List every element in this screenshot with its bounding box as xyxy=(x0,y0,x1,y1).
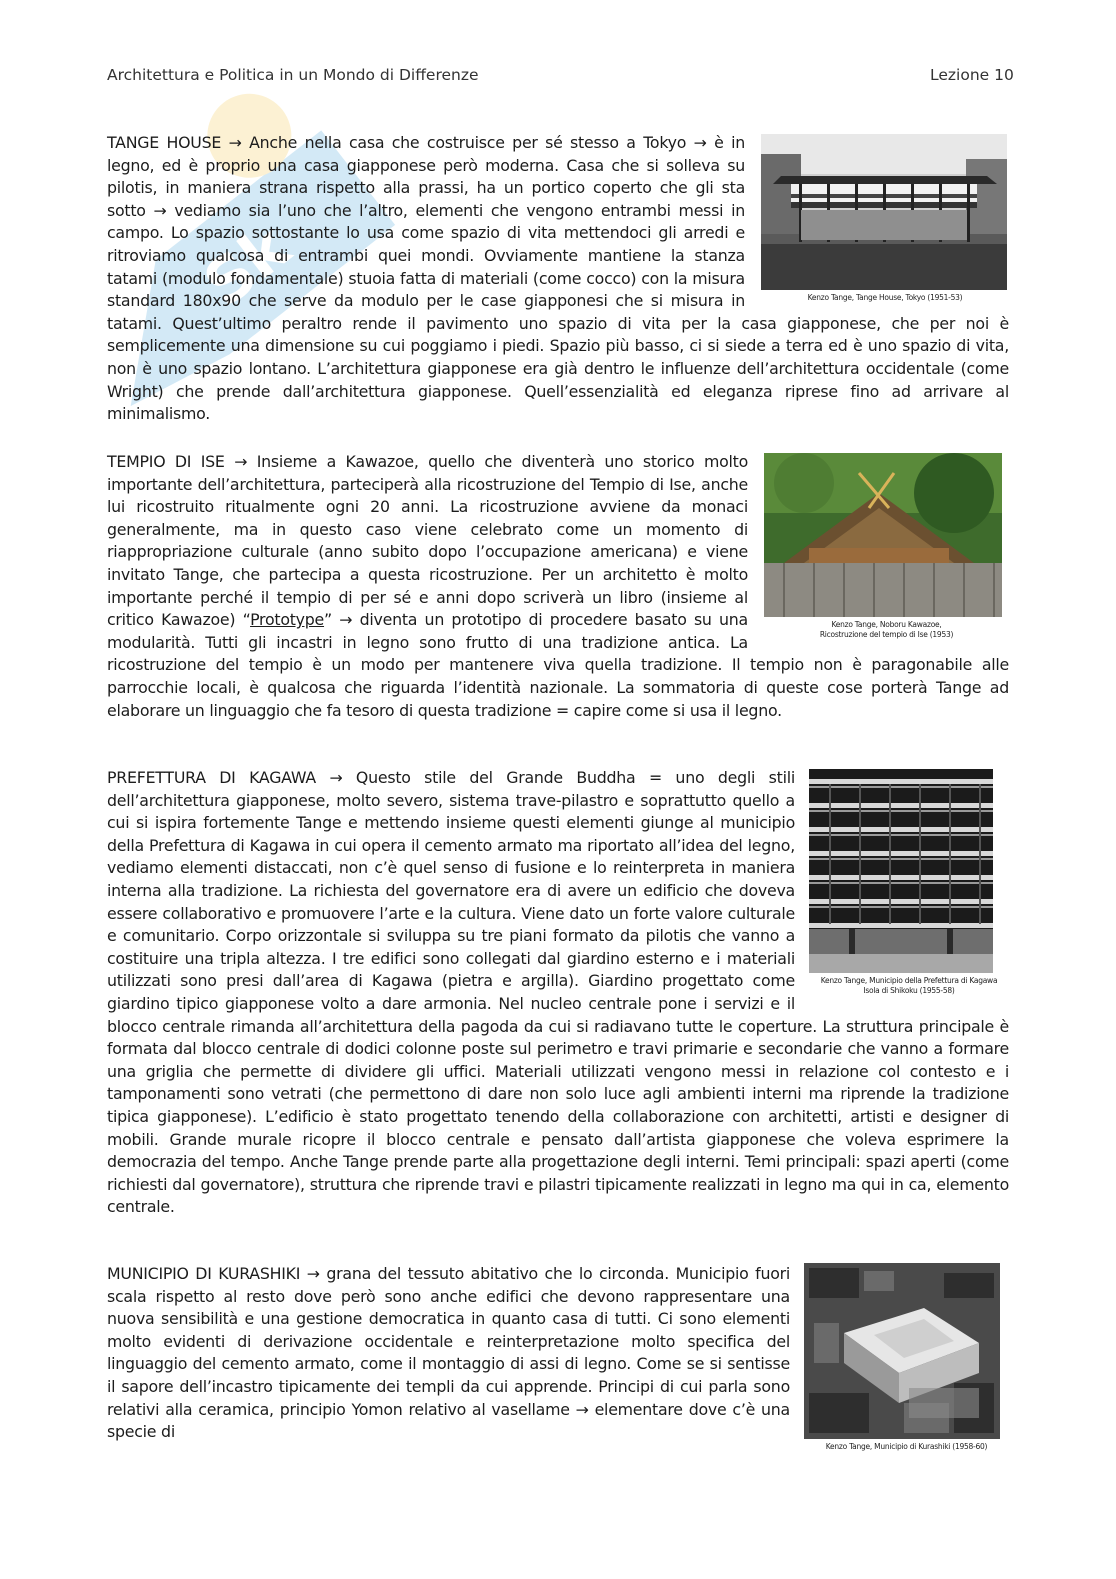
lesson-number: Lezione 10 xyxy=(930,66,1014,84)
heading-municipio-kurashiki: MUNICIPIO DI KURASHIKI xyxy=(107,1264,301,1283)
heading-tange-house: TANGE HOUSE xyxy=(107,133,222,152)
photo-tange-house xyxy=(761,134,1007,290)
arrow-icon: → xyxy=(306,1264,320,1283)
figure-tempio-ise xyxy=(764,453,1009,640)
caption-tange-house: Kenzo Tange, Tange House, Tokyo (1951-53) xyxy=(807,293,963,302)
caption-tempio-ise: Kenzo Tange, Noboru Kawazoe, Ricostruzione del tempio di Ise (1953) xyxy=(819,620,954,639)
figure-municipio-kurashiki xyxy=(804,1263,1009,1452)
arrow-icon: → xyxy=(234,452,248,471)
figure-tange-house xyxy=(761,134,1009,303)
heading-prefettura-kagawa: PREFETTURA DI KAGAWA xyxy=(107,768,316,787)
section-tempio-ise: Kenzo Tange, Noboru Kawazoe, Ricostruzione del tempio di Ise (1953) TEMPIO DI ISE → Insieme a Kawazoe, quello che diventerà uno storico molto importante dell’architettura, parteciperà alla ricostruzione del Tempio di Ise, anche lui ricostruito ritualmente ogni 20 anni. La ricostruzione avviene da monaci generalmente, ma in questo caso viene celebrato come un momento di riappropriazione culturale (anno subito dopo l’occupazione americana) e viene invitato Tange, che partecipa a questa ricostruzione. Per un architetto è molto importante perché il tempio di per sé e anni dopo scriverà un libro (insieme al critico Kawazoe) “Prototype” → diventa un prototipo di procedere basato su una modularità. Tutti gli incastri in legno sono frutto di una tradizione antica. La ricostruzione del tempio è un modo per mantenere viva quella tradizione. Il tempio non è paragonabile alle parrocchie locali, è qualcosa che riguarda l’identità nazionale. La sommatoria di queste cose porterà Tange ad elaborare un linguaggio che fa tesoro di questa tradizione = capire come si usa il legno. xyxy=(107,452,1009,720)
arrow-icon: → xyxy=(228,133,242,152)
caption-municipio-kurashiki: Kenzo Tange, Municipio di Kurashiki (1958-60) xyxy=(825,1442,988,1451)
photo-prefettura-kagawa xyxy=(809,769,993,973)
caption-prefettura-kagawa: Kenzo Tange, Municipio della Prefettura di Kagawa Isola di Shikoku (1955-58) xyxy=(820,976,998,995)
photo-tempio-ise xyxy=(764,453,1002,617)
section-municipio-kurashiki: Kenzo Tange, Municipio di Kurashiki (1958-60) MUNICIPIO DI KURASHIKI → grana del tessuto abitativo che lo circonda. Municipio fuori scala rispetto al resto dove però sono anche edifici che devono rappresentare una nuova sensibilità e una gestione democratica in quanto casa di tutti. Ci sono elementi molto evidenti di derivazione occidentale e reinterpretazione molto specifica del linguaggio del cemento armato, come il montaggio di assi di legno. Come se si sentisse il sapore dell’incastro tipicamente dei templi da cui apprende. Principi di cui parla sono relativi alla ceramica, principio Yomon relativo al vasellame → elementare dove c’è una specie di xyxy=(107,1263,1009,1452)
heading-tempio-ise: TEMPIO DI ISE xyxy=(107,452,225,471)
svg-text:Sk: Sk xyxy=(190,210,303,321)
figure-prefettura-kagawa xyxy=(809,769,1009,996)
prototype-book-title: Prototype xyxy=(250,610,325,630)
section-prefettura-kagawa: Kenzo Tange, Municipio della Prefettura di Kagawa Isola di Shikoku (1955-58) PREFETTURA DI KAGAWA → Questo stile del Grande Buddha = uno degli stili dell’architettura giapponese, molto severo, sistema trave-pilastro e soprattutto quello a cui si ispira fortemente Tange e mettendo insieme questi elementi giunge al municipio della Prefettura di Kagawa in cui opera il cemento armato ma riportato all’idea del legno, vediamo elementi distaccati, non c’è quel senso di fusione e lo reinterpreta in maniera interna alla tradizione. La richiesta del governatore era di avere un edificio che doveva essere collaborativo e promuovere l’arte e la cultura. Viene dato un forte valore culturale e comunitario. Corpo orizzontale si sviluppa su tre piani formato da pilotis che vanno a costituire una tripla altezza. I tre edifici sono collegati dal giardino esterno e i materiali utilizzati sono presi dall’area di Kagawa (pietra e argilla). Giardino progettato come giardino tipico giapponese volto a dare armonia. Nel nucleo centrale pone i servizi e il blocco centrale rimanda all’architettura della pagoda da cui si radiavano tutte le coperture. La struttura principale è formata dal blocco centrale di dodici colonne poste sul perimetro e travi primarie e secondarie che vanno a formare una griglia che permette di dividere gli uffici. Materiali utilizzati vengono messi in relazione col contesto e i tamponamenti sono vetrati (che permettono di dare non solo luce agli ambienti interni ma riprende la tradizione tipica giapponese). L’edificio è stato progettato tenendo della collaborazione con architetti, artisti e designer di mobili. Grande murale ricopre il blocco centrale e pensato dall’artista giapponese che voleva esprimere la democrazia del tempo. Anche Tange prende parte alla progettazione degli interni. Temi principali: spazi aperti (come richiesti dal governatore), struttura che riprende travi e pilastri tipicamente realizzati in legno ma qui in ca, elemento centrale. xyxy=(107,768,1009,1217)
document-title: Architettura e Politica in un Mondo di Differenze xyxy=(107,66,479,84)
photo-municipio-kurashiki xyxy=(804,1263,1000,1439)
section-tange-house: Kenzo Tange, Tange House, Tokyo (1951-53) TANGE HOUSE → Anche nella casa che costruisce per sé stesso a Tokyo → è in legno, ed è proprio una casa giapponese però moderna. Casa che si solleva su pilotis, in maniera strana rispetto alla prassi, ha un portico coperto che gli sta sotto → vediamo sia l’uno che l’altro, elementi che vengono entrambi messi in campo. Lo spazio sottostante lo usa come spazio di vita mettendoci gli arredi e ritroviamo qualcosa di entrambi quei mondi. Ovviamente mantiene la stanza tatami (modulo fondamentale) stuoia fatta di materiali (come cocco) con la misura standard 180x90 che serve da modulo per le case giapponesi che si misura in tatami. Quest’ultimo peraltro rende il pavimento uno spazio di vita per la casa giapponese, che per noi è semplicemente una dimensione su cui poggiamo i piedi. Spazio più basso, ci si siede a terra ed è uno spazio di vita, non è uno spazio lontano. L’architettura giapponese era già dentro le influenze dell’architettura occidentale (come Wright) che prende dall’architettura giapponese. Quell’essenzialità ed eleganza riprese fino ad arrivare al minimalismo. xyxy=(107,133,1009,424)
arrow-icon: → xyxy=(329,768,343,787)
